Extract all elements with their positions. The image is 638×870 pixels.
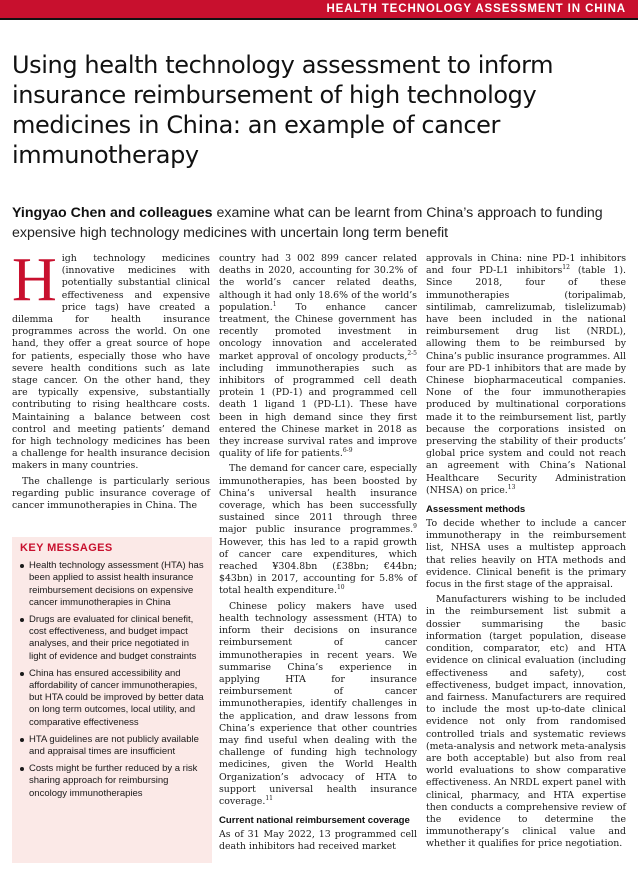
key-messages-list	[20, 560, 204, 800]
key-messages-box	[12, 537, 212, 863]
key-message-item: Costs might be further reduced by a risk sharing approach for reimbursing oncology immunotherapies	[20, 763, 204, 800]
text: country had 3 002 899 cancer related deaths in 2020, accounting for 30.2% of the world’s cancer related deaths, although it had only 18.6% of the world’s population.	[219, 253, 417, 313]
key-message-item: Drugs are evaluated for clinical benefit, cost effectiveness, and budget impact analyses, and their price negotiated in light of evidence and budget constraints	[20, 614, 204, 663]
key-messages-heading: KEY MESSAGES	[20, 542, 113, 554]
key-message-item: HTA guidelines are not publicly available and appraisal times are insufficient	[20, 734, 204, 758]
section-heading: Assessment methods	[426, 504, 526, 516]
text: including immunotherapies such as inhibitors of programmed cell death protein 1 (PD-1) and programmed cell death 1 ligand 1 (PD-L1). These have been in high demand since they first entered the Chinese market in 2018 as they increase survival rates and improve quality of life for patients.	[219, 362, 417, 460]
column-2	[219, 253, 417, 857]
key-message-item: China has ensured accessibility and affordability of cancer immunotherapies, but HTA could be improved by better data on long term outcomes, local utility, and comparative effectiveness	[20, 668, 204, 729]
reference[interactable]: 10	[336, 584, 345, 592]
key-message-item: Health technology assessment (HTA) has been applied to assist health insurance reimbursement decisions on expensive cancer immunotherapies in China	[20, 560, 204, 609]
column-1	[12, 246, 210, 515]
paragraph	[219, 253, 417, 460]
paragraph: The challenge is particularly serious regarding public insurance coverage of cancer immunotherapies in China. The	[12, 475, 210, 512]
paragraph	[426, 253, 626, 497]
article-title: Using health technology assessment to inform insurance reimbursement of high technology medicines in China: an example of cancer immunotherapy	[12, 51, 554, 169]
text: However, this has led to a rapid growth of cancer care expenditures, which reached ¥304.8bn (£38bn; €44bn; $43bn) in 2017, accounting for 5.8% of total health expenditure.	[219, 536, 417, 597]
banner-rule	[0, 18, 638, 20]
paragraph: To decide whether to include a cancer immunotherapy in the reimbursement list, NHSA uses a multistep approach that relies heavily on HTA methods and evidence. Clinical benefit is the primary focus in the first stage of the appraisal.	[426, 518, 626, 591]
text: Chinese policy makers have used health technology assessment (HTA) to inform their decisions on insurance reimbursement of cancer immunotherapies in recent years. We summarise China’s experience in applying HTA for insurance reimbursement of cancer immunotherapies, identify challenges in the application, and draw lessons from China’s experience that other countries may find useful when dealing with the challenge of funding high technology medicines, given the World Health Organization’s advocacy of HTA to support universal health insurance coverage.	[219, 600, 417, 807]
column-3	[426, 253, 626, 854]
section-heading: Current national reimbursement coverage	[219, 815, 410, 827]
standfirst	[12, 203, 622, 243]
drop-cap: H	[12, 246, 57, 314]
reference[interactable]: 9	[413, 523, 417, 531]
reference[interactable]: 1	[272, 300, 277, 308]
text: The demand for cancer care, especially immunotherapies, has been boosted by China’s universal health insurance coverage, which has been successfully sustained since 2011 through three major public insurance programmes.	[219, 463, 417, 536]
intro-text: igh technology medicines (innovative medicines with potentially substantial clinical effectiveness and expensive price tags) have created a dilemma for health insurance programmes across the world. On one hand, they offer a great source of hope for patients, especially those who have severe health conditions such as late stage cancer. On the other hand, they are typically expensive, substantially contributing to rising healthcare costs. Maintaining a balance between cost control and meeting patients’ demand for high technology medicines has been a challenge for health insurance decision makers in many countries.	[12, 253, 210, 472]
text: approvals in China: nine PD-1 inhibitors and four PD-L1 inhibitors	[426, 253, 626, 277]
section-banner: HEALTH TECHNOLOGY ASSESSMENT IN CHINA	[0, 0, 638, 18]
paragraph: As of 31 May 2022, 13 programmed cell death inhibitors had received market	[219, 829, 417, 853]
intro-paragraph	[12, 246, 210, 473]
standfirst-text: examine what can be learnt from China’s approach to funding expensive high technology medicines with uncertain long term benefit	[12, 205, 603, 241]
reference[interactable]: 12	[562, 264, 570, 272]
paragraph	[219, 463, 417, 597]
reference[interactable]: 2-5	[407, 349, 417, 357]
authors: Yingyao Chen and colleagues	[12, 205, 213, 221]
reference[interactable]: 13	[507, 483, 516, 491]
text: To enhance cancer treatment, the Chinese government has recently promoted investment in oncology innovation and accelerated market approval of oncology products,	[219, 301, 417, 362]
reference[interactable]: 11	[265, 794, 273, 802]
paragraph: Manufacturers wishing to be included in the reimbursement list submit a dossier summarising the basic information (target population, disease condition, comparator, etc) and HTA evidence on clinical evaluation (including effectiveness and safety), cost effectiveness, budget impact, innovation, and fairness. Manufacturers are required to include the most up-to-date clinical evidence not only from randomised controlled trials and systematic reviews (meta-analysis and network meta-analysis are both acceptable) but also from real world evaluations to show comparative effectiveness. An NRDL expert panel with clinical, pharmacy, and HTA expertise then conducts a comprehensive review of the evidence to determine the immunotherapy’s clinical value and whether it qualifies for price negotiation.	[426, 594, 626, 850]
paragraph	[219, 601, 417, 808]
text: (table 1). Since 2018, four of these immunotherapies (toripalimab, sintilimab, camrelizumab, tislelizumab) have been included in the national reimbursement drug list (NRDL), allowing them to be reimbursed by China’s public insurance programmes. All four are PD-1 inhibitors that are made by Chinese biopharmaceutical companies. None of the four immunotherapies produced by multinational corporations made it to the reimbursement list, partly because the corporations insisted on preserving the stability of their products’ global price system and could not reach an agreement with China’s National Healthcare Security Administration (NHSA) on price.	[426, 265, 627, 496]
reference[interactable]: 6-9	[342, 447, 353, 455]
